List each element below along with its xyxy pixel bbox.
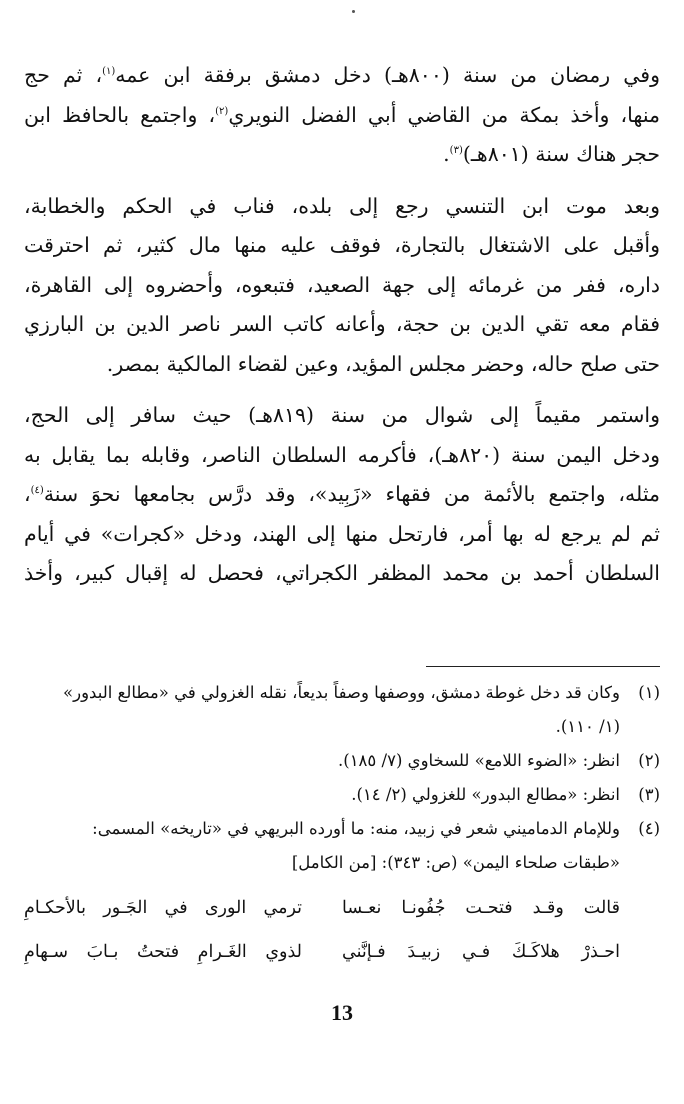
footnote-number: (١) bbox=[638, 683, 660, 702]
poem-verse-1-first-hemistich: قالت وقـد فتحـت جُفُونـا نعـسا bbox=[342, 898, 620, 918]
text-line: داره، ففر من غرمائه إلى جهة الصعيد، فتبعوه، وأحضروه إلى القاهرة، bbox=[24, 272, 660, 297]
poem-verse-2-second-hemistich: لذوي الغَـرامِ فتحتُ بـابَ سـهامِ bbox=[24, 942, 302, 962]
text-line: فقام معه تقي الدين بن حجة، وأعانه كاتب السر ناصر الدين بن البارزي bbox=[24, 312, 660, 336]
text-line: ثم لم يرجع له بها أمر، فارتحل منها إلى الهند، ودخل «كجرات» في أيام bbox=[24, 521, 660, 546]
page-number: 13 bbox=[331, 1000, 353, 1025]
text-line: منها، وأخذ بمكة من القاضي أبي الفضل النويري$^{(٢)}$، واجتمع بالحافظ ابن bbox=[24, 102, 661, 127]
paragraph bbox=[24, 187, 660, 385]
main-text bbox=[24, 56, 660, 594]
poem-verse-1-second-hemistich: ترمي الورى في الجَـور بالأحكـامِ bbox=[24, 898, 302, 918]
text-line: وفي رمضان من سنة (٨٠٠هـ) دخل دمشق برفقة ابن عمه$^{(١)}$، ثم حج bbox=[24, 63, 660, 87]
text-line: وأقبل على الاشتغال بالتجارة، فوقف عليه منها مال كثير، ثم احترقت bbox=[24, 233, 660, 257]
footnote-ref[interactable]: (١) bbox=[102, 66, 116, 78]
text-line: حجر هناك سنة (٨٠١هـ)$^{(٣)}$. bbox=[443, 142, 660, 166]
footnote-number: (٣) bbox=[638, 785, 660, 804]
paragraph bbox=[24, 56, 660, 175]
paragraph bbox=[24, 396, 660, 594]
text-line: واستمر مقيماً إلى شوال من سنة (٨١٩هـ) حيث سافر إلى الحج، bbox=[24, 403, 660, 427]
footnote-line: «طبقات صلحاء اليمن» (ص: ٣٤٣): [من الكامل] bbox=[291, 853, 620, 872]
footnote-line: انظر: «الضوء اللامع» للسخاوي (٧/ ١٨٥). bbox=[338, 751, 620, 770]
text-line: السلطان أحمد بن محمد المظفر الكجراتي، فحصل له إقبال كبير، وأخذ bbox=[24, 561, 660, 585]
text-line: حتى صلح حاله، وحضر مجلس المؤيد، وعين لقضاء المالكية بمصر. bbox=[106, 351, 660, 376]
text-line: ودخل اليمن سنة (٨٢٠هـ)، فأكرمه السلطان الناصر، وقابله بما يقابل به bbox=[24, 442, 660, 467]
footnotes bbox=[24, 676, 660, 974]
footnote-number: (٤) bbox=[638, 819, 660, 838]
footnote-ref[interactable]: (٢) bbox=[215, 105, 229, 117]
text-line: مثله، واجتمع بالأئمة من فقهاء «زَبِيد»، وقد درَّس بجامعها نحوَ سنة$^{(٤)}$، bbox=[24, 482, 660, 506]
footnote-2 bbox=[24, 744, 660, 778]
poem bbox=[24, 886, 620, 974]
poem-verse-2-first-hemistich: احـذرْ هلاكَـكَ فـي زبيـدَ فـإنَّني bbox=[342, 942, 620, 962]
footnote-number: (٢) bbox=[638, 751, 660, 770]
footnote-line: وللإمام الدماميني شعر في زبيد، منه: ما أورده البريهي في «تاريخه» المسمى: bbox=[92, 819, 620, 838]
print-mark bbox=[352, 10, 355, 13]
footnote-line: وكان قد دخل غوطة دمشق، ووصفها وصفاً بديعاً، نقله الغزولي في «مطالع البدور» bbox=[63, 683, 620, 702]
footnote-3 bbox=[24, 778, 660, 812]
footnote-line: انظر: «مطالع البدور» للغزولي (٢/ ١٤). bbox=[351, 785, 620, 804]
footnote-separator bbox=[426, 666, 660, 667]
footnote-4 bbox=[24, 812, 660, 880]
footnote-1 bbox=[24, 676, 660, 744]
footnote-ref[interactable]: (٣) bbox=[449, 145, 463, 157]
text-line: وبعد موت ابن التنسي رجع إلى بلده، فناب في الحكم والخطابة، bbox=[24, 193, 660, 218]
footnote-ref[interactable]: (٤) bbox=[30, 485, 44, 497]
footnote-line: (١/ ١١٠). bbox=[555, 717, 620, 736]
